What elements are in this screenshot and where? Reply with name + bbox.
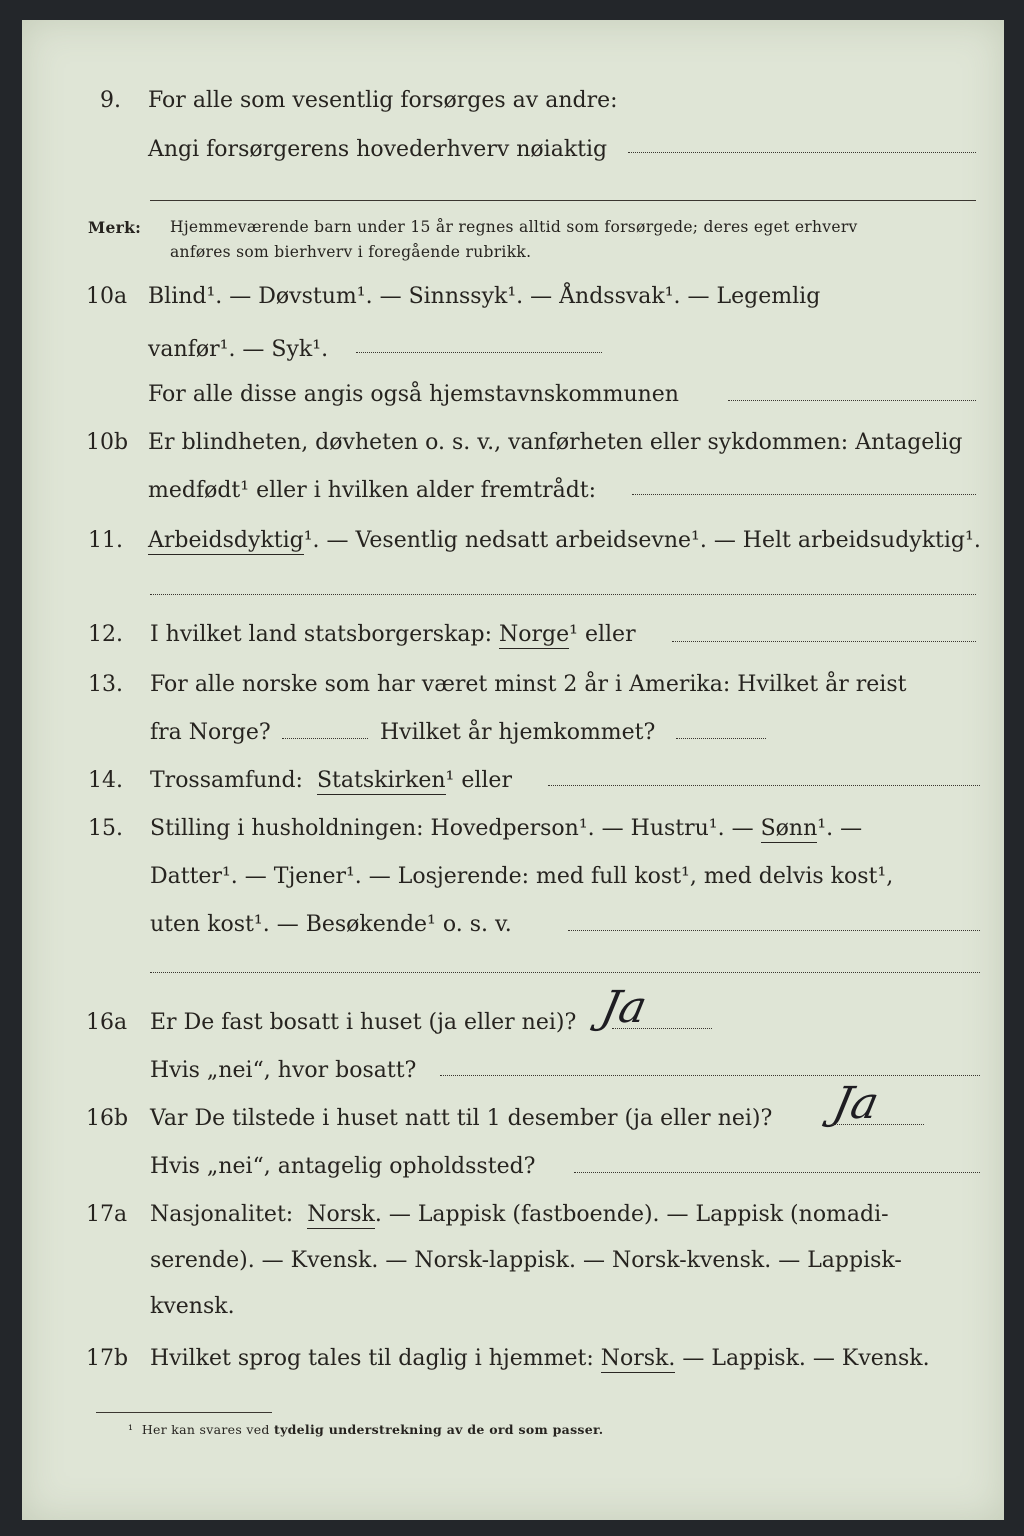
q17b-underlined: Norsk. [600, 1346, 676, 1371]
q13-line1: For alle norske som har været minst 2 år i Amerika: Hvilket år reist [150, 672, 907, 697]
q11-underlined: Arbeidsdyktig [148, 528, 304, 553]
q15-line1 [150, 816, 862, 841]
q11-number: 11. [88, 528, 123, 553]
q12-pre: I hvilket land statsborgerskap: [150, 622, 493, 647]
q10b-number: 10b [86, 430, 129, 455]
q9-line2: Angi forsørgerens hovederhverv nøiaktig [148, 137, 608, 162]
footnote-bold: tydelig understrekning av de ord som passer. [274, 1422, 604, 1437]
q14-number: 14. [88, 768, 123, 793]
q16b-opholdssted-line[interactable] [574, 1172, 980, 1173]
q16b-handwritten-answer[interactable]: Ja [828, 1078, 884, 1129]
q9-number: 9. [100, 88, 121, 113]
q15-answer-line[interactable] [568, 930, 980, 931]
q17b-pre: Hvilket sprog tales til daglig i hjemmet: [150, 1346, 594, 1371]
q13-hjemkommet-line[interactable] [676, 738, 766, 739]
footnote-mark: ¹ [128, 1422, 134, 1437]
q17a-underlined: Norsk [307, 1202, 375, 1227]
q17a-line3: kvensk. [150, 1294, 235, 1319]
q14-post: ¹ eller [445, 768, 512, 793]
q11-rest: ¹. — Vesentlig nedsatt arbeidsevne¹. — Helt arbeidsudyktig¹. [303, 528, 981, 553]
q10b-line1: Er blindheten, døvheten o. s. v., vanførheten eller sykdommen: Antagelig [148, 430, 963, 455]
q12-number: 12. [88, 622, 123, 647]
q11-answer-line[interactable] [150, 594, 976, 595]
q17a-pre: Nasjonalitet: [150, 1202, 294, 1227]
q16a-bosatt-line[interactable] [440, 1075, 980, 1076]
q15-answer-line-2[interactable] [150, 972, 980, 973]
q16b-line1: Var De tilstede i huset natt til 1 desember (ja eller nei)? [150, 1106, 773, 1131]
q17a-line2: serende). — Kvensk. — Norsk-lappisk. — Norsk-kvensk. — Lappisk- [150, 1248, 902, 1273]
q10a-line2: vanfør¹. — Syk¹. [148, 337, 329, 362]
q10a-kommune-line[interactable] [728, 400, 976, 401]
q9-line1: For alle som vesentlig forsørges av andre: [148, 88, 618, 113]
q9-answer-line-2[interactable] [150, 200, 976, 201]
q17a-number: 17a [86, 1202, 128, 1227]
q16b-number: 16b [86, 1106, 129, 1131]
q16a-handwritten-answer[interactable]: Ja [596, 982, 652, 1033]
q10a-syk-line[interactable] [356, 352, 602, 353]
q17a-line1rest: . — Lappisk (fastboende). — Lappisk (nomadi- [374, 1202, 889, 1227]
q17a-line1 [150, 1202, 889, 1227]
q14-line [150, 768, 512, 793]
q14-pre: Trossamfund: [150, 768, 303, 793]
q10b-line2: medfødt¹ eller i hvilken alder fremtrådt: [148, 478, 597, 503]
q10b-answer-line[interactable] [632, 494, 976, 495]
q12-answer-line[interactable] [672, 641, 976, 642]
q15-line1a: Stilling i husholdningen: Hovedperson¹. — Hustru¹. — [150, 816, 754, 841]
merk-line2: anføres som bierhverv i foregående rubrikk. [170, 243, 532, 261]
merk-label: Merk: [88, 218, 142, 237]
q12-underlined: Norge [499, 622, 570, 647]
q10a-line1: Blind¹. — Døvstum¹. — Sinnssyk¹. — Åndssvak¹. — Legemlig [148, 284, 821, 309]
q16a-number: 16a [86, 1010, 128, 1035]
q15-line2: Datter¹. — Tjener¹. — Losjerende: med full kost¹, med delvis kost¹, [150, 864, 894, 889]
q13-line2b: Hvilket år hjemkommet? [380, 720, 656, 745]
footnote-text: Her kan svares ved [141, 1422, 270, 1437]
q16a-answer-line[interactable] [612, 1028, 712, 1029]
q12-line [150, 622, 636, 647]
q17b-number: 17b [86, 1346, 129, 1371]
q16b-line2: Hvis „nei“, antagelig opholdssted? [150, 1154, 536, 1179]
q15-line3: uten kost¹. — Besøkende¹ o. s. v. [150, 912, 512, 937]
q16a-line2: Hvis „nei“, hvor bosatt? [150, 1058, 417, 1083]
footnote-rule [96, 1412, 272, 1413]
q16b-answer-line[interactable] [832, 1124, 924, 1125]
q9-answer-line[interactable] [628, 152, 976, 153]
q15-number: 15. [88, 816, 123, 841]
q12-post: ¹ eller [569, 622, 636, 647]
q13-number: 13. [88, 672, 123, 697]
footnote [128, 1422, 603, 1437]
q17b-line [150, 1346, 930, 1371]
q14-underlined: Statskirken [316, 768, 446, 793]
q15-line1b: ¹. — [817, 816, 863, 841]
q13-line2a: fra Norge? [150, 720, 271, 745]
merk-line1: Hjemmeværende barn under 15 år regnes alltid som forsørgede; deres eget erhverv [170, 218, 858, 236]
q16a-line1: Er De fast bosatt i huset (ja eller nei)? [150, 1010, 577, 1035]
q10a-number: 10a [86, 284, 128, 309]
q13-reist-line[interactable] [282, 738, 368, 739]
q17b-post: — Lappisk. — Kvensk. [682, 1346, 930, 1371]
q10a-line3: For alle disse angis også hjemstavnskommunen [148, 382, 679, 407]
q11-line [148, 528, 981, 553]
q14-answer-line[interactable] [548, 785, 980, 786]
q15-underlined: Sønn [760, 816, 818, 841]
